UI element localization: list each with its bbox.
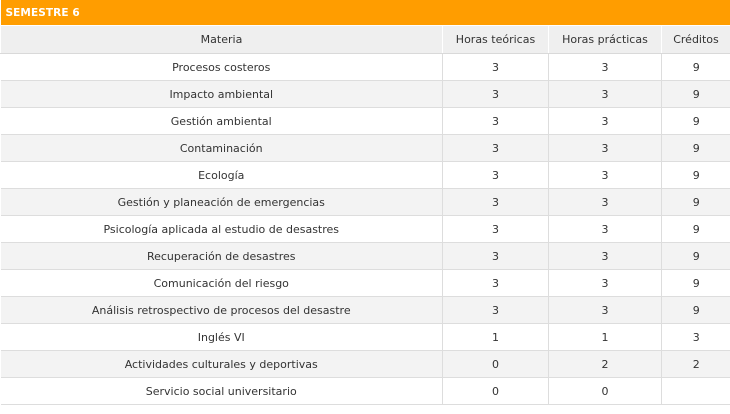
credits-cell: 9 <box>662 54 730 81</box>
theory-hours-cell: 3 <box>443 108 549 135</box>
practice-hours-cell: 3 <box>549 297 662 324</box>
theory-hours-cell: 3 <box>443 297 549 324</box>
theory-hours-cell: 3 <box>443 270 549 297</box>
practice-hours-cell: 3 <box>549 162 662 189</box>
table-row <box>1 135 730 162</box>
practice-hours-cell: 2 <box>549 351 662 378</box>
table-body <box>1 26 730 405</box>
table-row <box>1 162 730 189</box>
credits-cell: 9 <box>662 81 730 108</box>
credits-cell: 9 <box>662 297 730 324</box>
credits-cell: 9 <box>662 135 730 162</box>
credits-cell: 3 <box>662 324 730 351</box>
subject-cell: Impacto ambiental <box>1 81 443 108</box>
theory-hours-cell: 0 <box>443 378 549 405</box>
theory-hours-cell: 1 <box>443 324 549 351</box>
subject-cell: Gestión ambiental <box>1 108 443 135</box>
semester-title: SEMESTRE 6 <box>1 0 730 26</box>
header-credits: Créditos <box>662 26 730 54</box>
credits-cell: 9 <box>662 216 730 243</box>
practice-hours-cell: 3 <box>549 270 662 297</box>
practice-hours-cell: 3 <box>549 135 662 162</box>
subject-cell: Contaminación <box>1 135 443 162</box>
theory-hours-cell: 3 <box>443 135 549 162</box>
credits-cell: 9 <box>662 162 730 189</box>
table-row <box>1 81 730 108</box>
header-practice-hours: Horas prácticas <box>549 26 662 54</box>
practice-hours-cell: 0 <box>549 378 662 405</box>
credits-cell: 9 <box>662 270 730 297</box>
credits-cell <box>662 378 730 405</box>
table-row <box>1 378 730 405</box>
subject-cell: Ecología <box>1 162 443 189</box>
theory-hours-cell: 3 <box>443 162 549 189</box>
table-row <box>1 216 730 243</box>
practice-hours-cell: 3 <box>549 216 662 243</box>
credits-cell: 9 <box>662 189 730 216</box>
credits-cell: 2 <box>662 351 730 378</box>
header-theory-hours: Horas teóricas <box>443 26 549 54</box>
subject-cell: Procesos costeros <box>1 54 443 81</box>
theory-hours-cell: 3 <box>443 189 549 216</box>
subject-cell: Servicio social universitario <box>1 378 443 405</box>
credits-cell: 9 <box>662 108 730 135</box>
practice-hours-cell: 3 <box>549 243 662 270</box>
practice-hours-cell: 3 <box>549 189 662 216</box>
practice-hours-cell: 3 <box>549 81 662 108</box>
table-row <box>1 108 730 135</box>
theory-hours-cell: 3 <box>443 243 549 270</box>
theory-hours-cell: 3 <box>443 216 549 243</box>
theory-hours-cell: 3 <box>443 81 549 108</box>
table-row <box>1 54 730 81</box>
practice-hours-cell: 3 <box>549 54 662 81</box>
header-subject: Materia <box>1 26 443 54</box>
subject-cell: Inglés VI <box>1 324 443 351</box>
subject-cell: Actividades culturales y deportivas <box>1 351 443 378</box>
subject-cell: Psicología aplicada al estudio de desastres <box>1 216 443 243</box>
table-row <box>1 297 730 324</box>
practice-hours-cell: 3 <box>549 108 662 135</box>
practice-hours-cell: 1 <box>549 324 662 351</box>
subject-cell: Recuperación de desastres <box>1 243 443 270</box>
subject-cell: Gestión y planeación de emergencias <box>1 189 443 216</box>
header-row <box>1 26 730 54</box>
subject-cell: Análisis retrospectivo de procesos del desastre <box>1 297 443 324</box>
credits-cell: 9 <box>662 243 730 270</box>
table-row <box>1 189 730 216</box>
table-row <box>1 351 730 378</box>
subject-cell: Comunicación del riesgo <box>1 270 443 297</box>
table-row <box>1 324 730 351</box>
table-row <box>1 270 730 297</box>
theory-hours-cell: 3 <box>443 54 549 81</box>
table-row <box>1 243 730 270</box>
theory-hours-cell: 0 <box>443 351 549 378</box>
